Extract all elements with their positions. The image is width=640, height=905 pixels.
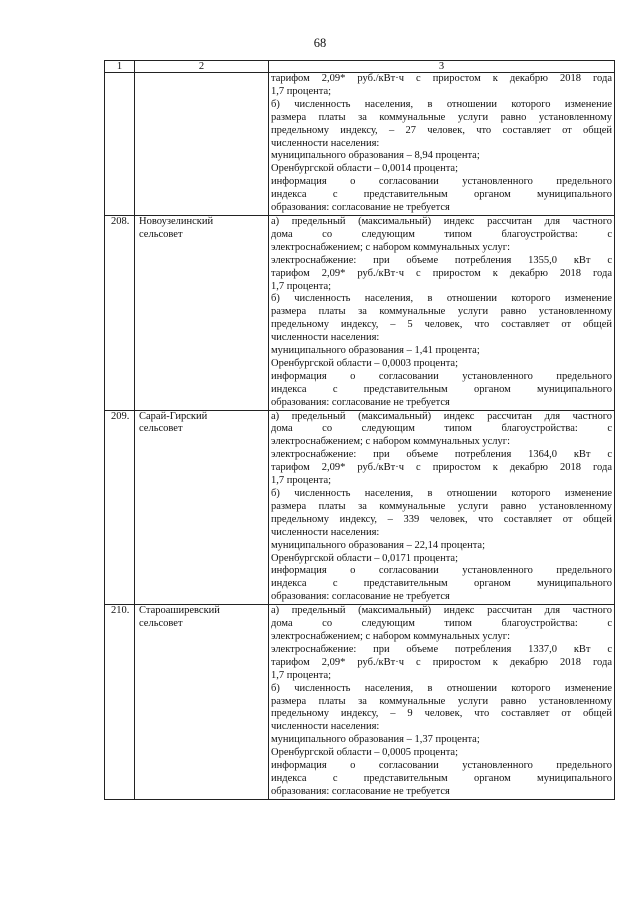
text-line: а) предельный (максимальный) индекс рассчитан для частного	[271, 215, 612, 227]
text-line: образования: согласование не требуется	[271, 591, 450, 603]
text-line: тарифом 2,09* руб./кВт·ч с приростом к декабрю 2018 года	[271, 656, 612, 668]
text-line: индекса с представительным органом муниципального	[271, 383, 612, 395]
text-line: тарифом 2,09* руб./кВт·ч с приростом к декабрю 2018 года	[271, 73, 612, 84]
text-line: электроснабжением; с набором коммунальных услуг:	[271, 630, 510, 642]
text-line: численности населения:	[271, 332, 380, 344]
text-line: б) численность населения, в отношении которого изменение	[271, 488, 612, 499]
text-line: информация о согласовании установленного предельного	[271, 370, 612, 382]
text-line: дома со следующим типом благоустройства: с	[271, 423, 612, 435]
row-number: 208.	[105, 215, 135, 410]
municipality-name-line: сельсовет	[139, 423, 183, 435]
text-line: б) численность населения, в отношении которого изменение	[271, 98, 612, 110]
text-line: б) численность населения, в отношении которого изменение	[271, 293, 612, 305]
column-header-1: 1	[105, 61, 135, 73]
text-line: электроснабжение: при объеме потребления 1355,0 кВт с	[271, 254, 612, 266]
text-line: размера платы за коммунальные услуги равно установленному	[271, 500, 612, 512]
column-number-header-row	[105, 61, 615, 73]
text-line: тарифом 2,09* руб./кВт·ч с приростом к декабрю 2018 года	[271, 462, 612, 474]
continuation-row	[105, 73, 615, 216]
text-line: образования: согласование не требуется	[271, 785, 450, 797]
text-line: а) предельный (максимальный) индекс рассчитан для частного	[271, 410, 612, 422]
continuation-name-cell	[135, 73, 269, 216]
text-line: информация о согласовании установленного предельного	[271, 176, 612, 188]
text-line: дома со следующим типом благоустройства: с	[271, 618, 612, 630]
text-line: предельному индексу, – 27 человек, что составляет от общей	[271, 124, 612, 136]
page-number: 68	[313, 36, 327, 50]
text-line: Оренбургской области – 0,0014 процента;	[271, 163, 458, 175]
text-line: индекса с представительным органом муниципального	[271, 189, 612, 201]
row-number: 209.	[105, 410, 135, 605]
index-description	[269, 215, 615, 410]
municipality-name	[135, 410, 269, 605]
text-line: тарифом 2,09* руб./кВт·ч с приростом к декабрю 2018 года	[271, 267, 612, 279]
table-row	[105, 605, 615, 800]
column-header-3: 3	[269, 61, 615, 73]
text-line: предельному индексу, – 9 человек, что составляет от общей	[271, 708, 612, 720]
text-line: индекса с представительным органом муниципального	[271, 772, 612, 784]
table-row	[105, 215, 615, 410]
text-line: а) предельный (максимальный) индекс рассчитан для частного	[271, 605, 612, 617]
text-line: муниципального образования – 1,41 процента;	[271, 345, 480, 357]
text-line: Оренбургской области – 0,0003 процента;	[271, 357, 458, 369]
municipality-name-line: Новоузелинский	[139, 215, 214, 227]
text-line: Оренбургской области – 0,0171 процента;	[271, 552, 458, 564]
text-line: 1,7 процента;	[271, 475, 332, 487]
text-line: электроснабжение: при объеме потребления 1364,0 кВт с	[271, 449, 612, 461]
text-line: предельному индексу, – 5 человек, что составляет от общей	[271, 319, 612, 331]
text-line: образования: согласование не требуется	[271, 396, 450, 408]
text-line: образования: согласование не требуется	[271, 202, 450, 214]
municipality-name-line: Сарай-Гирский	[139, 410, 208, 422]
tariff-index-table	[104, 60, 615, 800]
municipality-name	[135, 605, 269, 800]
text-line: численности населения:	[271, 721, 380, 733]
text-line: б) численность населения, в отношении которого изменение	[271, 682, 612, 694]
municipality-name-line: сельсовет	[139, 228, 183, 240]
text-line: 1,7 процента;	[271, 669, 332, 681]
municipality-name-line: Староаширевский	[139, 605, 220, 617]
text-line: размера платы за коммунальные услуги равно установленному	[271, 695, 612, 707]
continuation-text-cell	[269, 73, 615, 216]
continuation-num-cell	[105, 73, 135, 216]
text-line: электроснабжение: при объеме потребления 1337,0 кВт с	[271, 643, 612, 655]
text-line: размера платы за коммунальные услуги равно установленному	[271, 306, 612, 318]
text-line: индекса с представительным органом муниципального	[271, 578, 612, 590]
text-line: информация о согласовании установленного предельного	[271, 760, 612, 772]
index-description	[269, 605, 615, 800]
column-header-2: 2	[135, 61, 269, 73]
text-line: дома со следующим типом благоустройства: с	[271, 228, 612, 240]
text-line: муниципального образования – 22,14 процента;	[271, 539, 486, 551]
table-row	[105, 410, 615, 605]
text-line: численности населения:	[271, 526, 380, 538]
text-line: муниципального образования – 1,37 процента;	[271, 734, 480, 746]
text-line: 1,7 процента;	[271, 280, 332, 292]
row-number: 210.	[105, 605, 135, 800]
text-line: 1,7 процента;	[271, 85, 332, 97]
municipality-name-line: сельсовет	[139, 618, 183, 630]
text-line: информация о согласовании установленного предельного	[271, 565, 612, 577]
text-line: электроснабжением; с набором коммунальных услуг:	[271, 241, 510, 253]
text-line: численности населения:	[271, 137, 380, 149]
municipality-name	[135, 215, 269, 410]
index-description	[269, 410, 615, 605]
text-line: электроснабжением; с набором коммунальных услуг:	[271, 436, 510, 448]
text-line: муниципального образования – 8,94 процента;	[271, 150, 480, 162]
text-line: предельному индексу, – 339 человек, что составляет от общей	[271, 513, 612, 525]
text-line: Оренбургской области – 0,0005 процента;	[271, 747, 458, 759]
text-line: размера платы за коммунальные услуги равно установленному	[271, 111, 612, 123]
